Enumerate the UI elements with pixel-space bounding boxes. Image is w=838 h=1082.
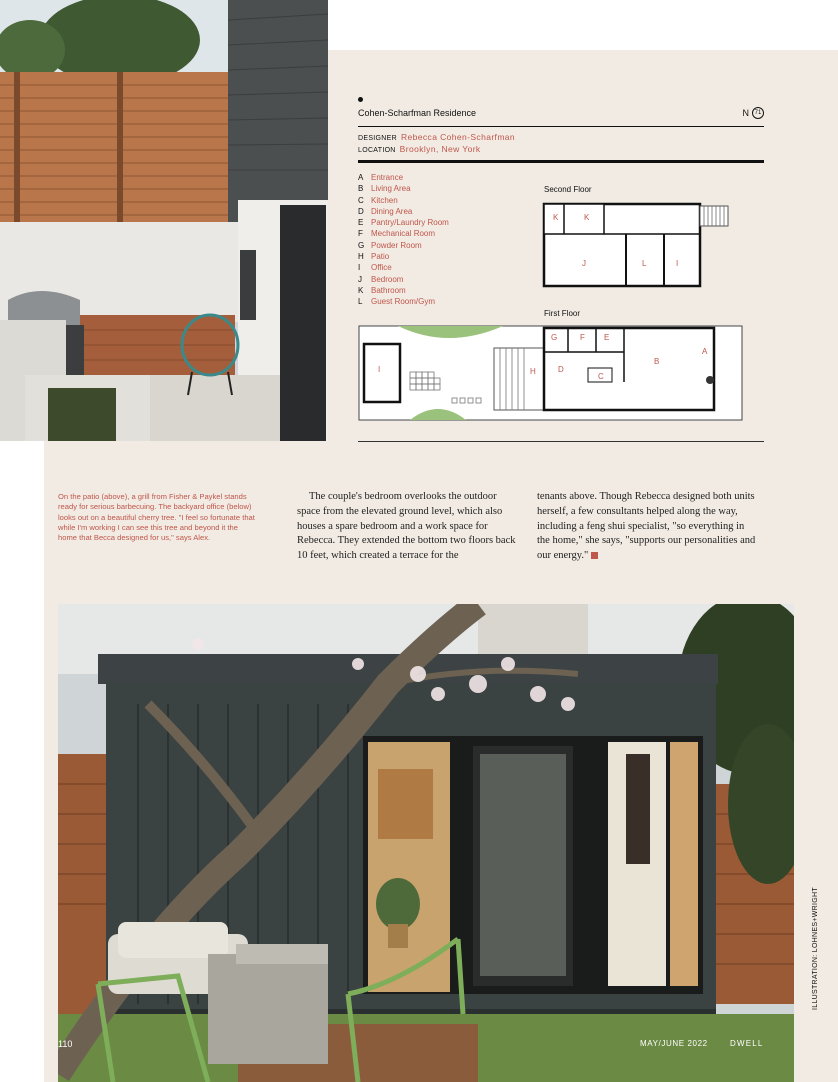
plan-label-e: E (604, 333, 610, 342)
plan-legend (358, 172, 449, 308)
photo-caption: On the patio (above), a grill from Fisher & Paykel stands ready for serious barbecuing. The backyard office (below) looks out on a beautiful cherry tree. "I feel so fortunate that while I'm working I can see this tree and beyond it the home that Becca designed for us," says Alex. (58, 492, 255, 543)
legend-item: A Entrance (358, 173, 404, 182)
legend-item: K Bathroom (358, 285, 406, 295)
location-label: LOCATION (358, 147, 396, 154)
plan-label-k: K (553, 213, 559, 222)
designer-value: Rebecca Cohen-Scharfman (400, 132, 516, 142)
plan-label-a: A (702, 347, 708, 356)
legend-item: H Patio (358, 252, 390, 262)
plan-label-f: F (580, 333, 585, 342)
legend-item: G Powder Room (358, 240, 422, 250)
plan-label-d: D (558, 365, 564, 374)
plan-label-c: C (598, 372, 604, 381)
patio-photo (0, 0, 328, 441)
backyard-office-photo (58, 604, 794, 1082)
north-indicator (743, 107, 765, 119)
issue-date: MAY/JUNE 2022 (640, 1039, 708, 1048)
plan-label-k: K (584, 213, 590, 222)
body-text-2: tenants above. Though Rebecca designed both units herself, a few consultants helped along the way, including a feng shui specialist, "so everything in the home," she says, "supports our personalities and our energy." (537, 491, 756, 562)
body-text-1: The couple's bedroom overlooks the outdoor space from the elevated ground level, which also houses a spare bedroom and a work space for Rebecca. They extended the bottom two floors back 10 feet, which created a terrace for the (297, 491, 516, 562)
legend-item: F Mechanical Room (358, 229, 436, 239)
legend-item: I Office (358, 263, 392, 273)
end-mark-icon (591, 552, 598, 559)
first-floor-plan (358, 322, 744, 424)
body-column-1 (297, 490, 519, 564)
legend-item: D Dining Area (358, 206, 413, 216)
north-label: N (742, 108, 749, 118)
plan-bottom-rule (358, 441, 764, 442)
page-number: 110 (58, 1039, 73, 1049)
legend-item: C Kitchen (358, 195, 398, 205)
magazine-brand: DWELL (730, 1039, 764, 1048)
plan-label-j: J (582, 259, 586, 268)
plan-label-i: I (378, 365, 381, 374)
header-rule (358, 126, 764, 127)
first-floor-label: First Floor (544, 309, 580, 318)
legend-item: E Pantry/Laundry Room (358, 218, 449, 228)
north-arrow-icon: 71 (752, 107, 764, 119)
location-value: Brooklyn, New York (399, 144, 481, 154)
second-floor-label: Second Floor (544, 185, 592, 194)
legend-item: J Bedroom (358, 274, 404, 284)
legend-item: B Living Area (358, 184, 411, 194)
designer-label: DESIGNER (358, 135, 397, 142)
legend-item: L Guest Room/Gym (358, 297, 436, 307)
bullet-dot (358, 97, 363, 102)
body-column-2 (537, 490, 759, 564)
plan-label-g: G (551, 333, 558, 342)
header-thick-rule (358, 160, 764, 163)
plan-label-i: I (676, 259, 679, 268)
plan-label-b: B (654, 357, 660, 366)
illustration-credit: ILLUSTRATION: LOHNES+WRIGHT (812, 887, 819, 1010)
plan-label-l: L (642, 259, 647, 268)
plan-label-h: H (530, 367, 536, 376)
location-row (358, 144, 481, 154)
second-floor-plan (540, 198, 730, 293)
plan-title: Cohen-Scharfman Residence (358, 108, 477, 118)
designer-row (358, 132, 515, 142)
